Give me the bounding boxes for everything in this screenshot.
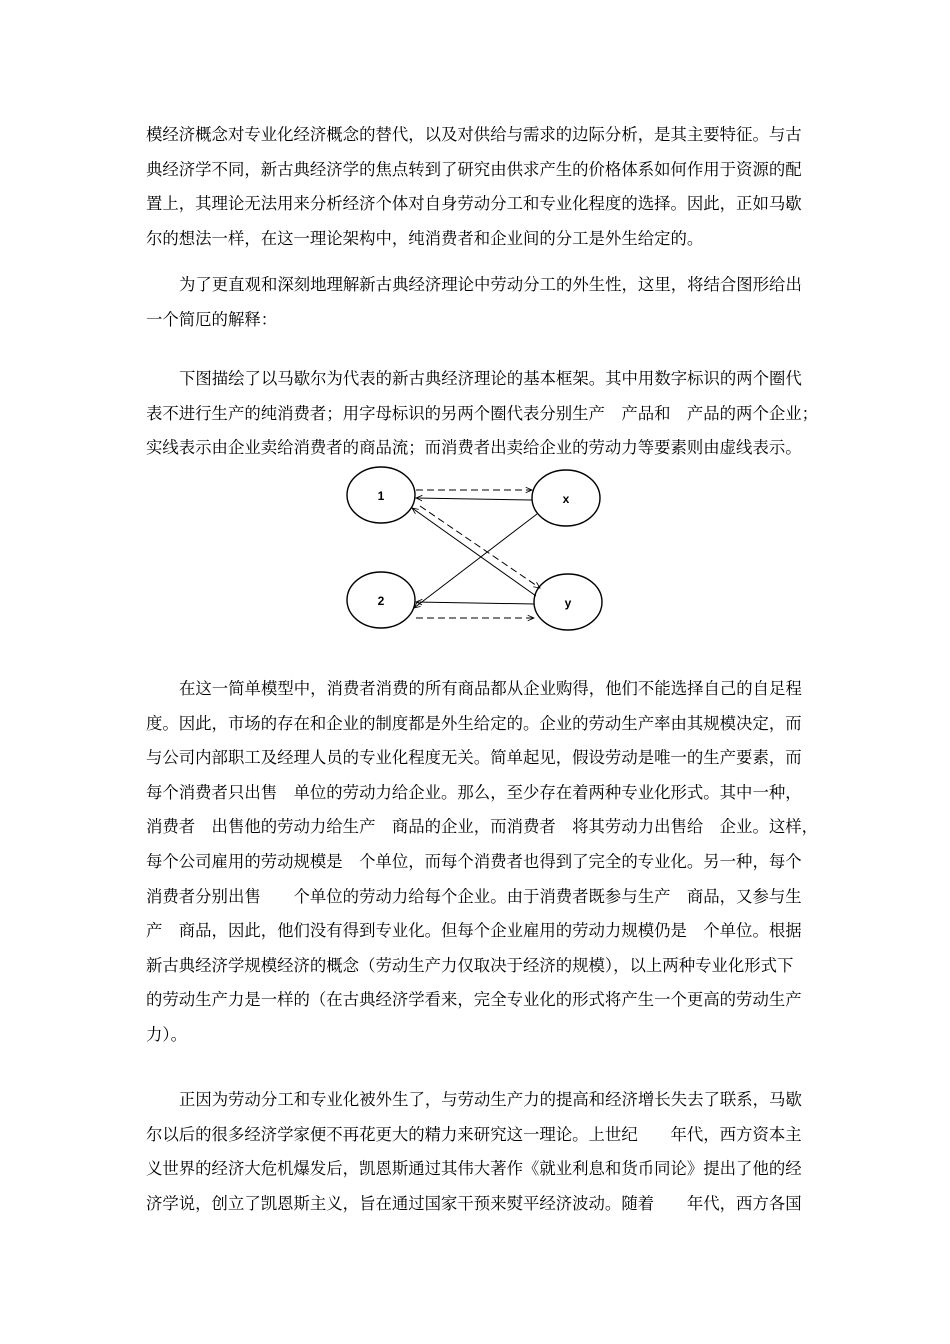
text-line: 模经济概念对专业化经济概念的替代，以及对供给与需求的边际分析，是其主要特征。与古: [146, 125, 802, 144]
node-label-2: 2: [377, 594, 385, 608]
text-line: 力）。: [146, 1024, 187, 1044]
text-line: 新古典经济学规模经济的概念（劳动生产力仅取决于经济的规模），以上两种专业化形式下: [146, 955, 794, 975]
text-line: 消费者分别出售 个单位的劳动力给每个企业。由于消费者既参与生产 商品，又参与生: [146, 886, 802, 906]
text-line: 一个简厄的解释：: [146, 309, 278, 329]
text-line: 实线表示由企业卖给消费者的商品流；而消费者出卖给企业的劳动力等要素则由虚线表示。: [146, 438, 802, 458]
text-line: 每个消费者只出售 单位的劳动力给企业。那么，至少存在着两种专业化形式。其中一种，: [146, 782, 802, 802]
paragraph-2: [146, 268, 806, 337]
text-line: 度。因此，市场的存在和企业的制度都是外生给定的。企业的劳动生产率由其规模决定，而: [146, 713, 802, 733]
text-line: 每个公司雇用的劳动规模是 个单位，而每个消费者也得到了完全的专业化。另一种，每个: [146, 851, 802, 871]
paragraph-5: [146, 1083, 806, 1221]
text-line: 表不进行生产的纯消费者；用字母标识的另两个圈代表分别生产 产品和 产品的两个企业；: [146, 403, 819, 423]
goods-flow-y-to-1: [412, 508, 536, 596]
node-label-x: x: [562, 492, 570, 506]
paragraph-3: [146, 362, 819, 466]
text-line: 济学说，创立了凯恩斯主义，旨在通过国家干预来熨平经济波动。随着 年代，西方各国: [146, 1193, 802, 1213]
text-line: 义世界的经济大危机爆发后，凯恩斯通过其伟大著作《就业利息和货币同论》提出了他的经: [146, 1159, 802, 1179]
text-line: 产 商品，因此，他们没有得到专业化。但每个企业雇用的劳动力规模仍是 个单位。根据: [146, 921, 802, 941]
text-line: 下图描绘了以马歇尔为代表的新古典经济理论的基本框架。其中用数字标识的两个圈代: [179, 369, 802, 388]
text-line: 正因为劳动分工和专业化被外生了，与劳动生产力的提高和经济增长失去了联系，马歇: [179, 1090, 802, 1109]
paragraph-4: [146, 672, 819, 1053]
text-line: 消费者 出售他的劳动力给生产 商品的企业，而消费者 将其劳动力出售给 企业。这样，: [146, 817, 819, 837]
text-line: 尔的想法一样，在这一理论架构中，纯消费者和企业间的分工是外生给定的。: [146, 228, 704, 248]
node-label-1: 1: [377, 489, 385, 503]
paragraph-1: [146, 118, 806, 256]
labor-flow-1-to-y: [420, 506, 540, 588]
node-label-y: y: [564, 596, 572, 610]
text-line: 典经济学不同，新古典经济学的焦点转到了研究由供求产生的价格体系如何作用于资源的配: [146, 159, 802, 179]
text-line: 在这一简单模型中，消费者消费的所有商品都从企业购得，他们不能选择自己的自足程: [179, 679, 802, 698]
text-line: 为了更直观和深刻地理解新古典经济理论中劳动分工的外生性，这里，将结合图形给出: [179, 275, 802, 294]
text-line: 置上，其理论无法用来分析经济个体对自身劳动分工和专业化程度的选择。因此，正如马歇: [146, 194, 802, 214]
text-line: 与公司内部职工及经理人员的专业化程度无关。简单起见，假设劳动是唯一的生产要素，而: [146, 748, 802, 768]
text-line: 尔以后的很多经济学家便不再花更大的精力来研究这一理论。上世纪 年代，西方资本主: [146, 1124, 802, 1144]
goods-flow-x-to-2: [414, 514, 537, 608]
goods-flow-x-to-1: [416, 498, 532, 500]
flow-diagram: [340, 460, 610, 640]
goods-flow-y-to-2: [416, 602, 534, 604]
text-line: 的劳动生产力是一样的（在古典经济学看来，完全专业化的形式将产生一个更高的劳动生产: [146, 990, 802, 1010]
